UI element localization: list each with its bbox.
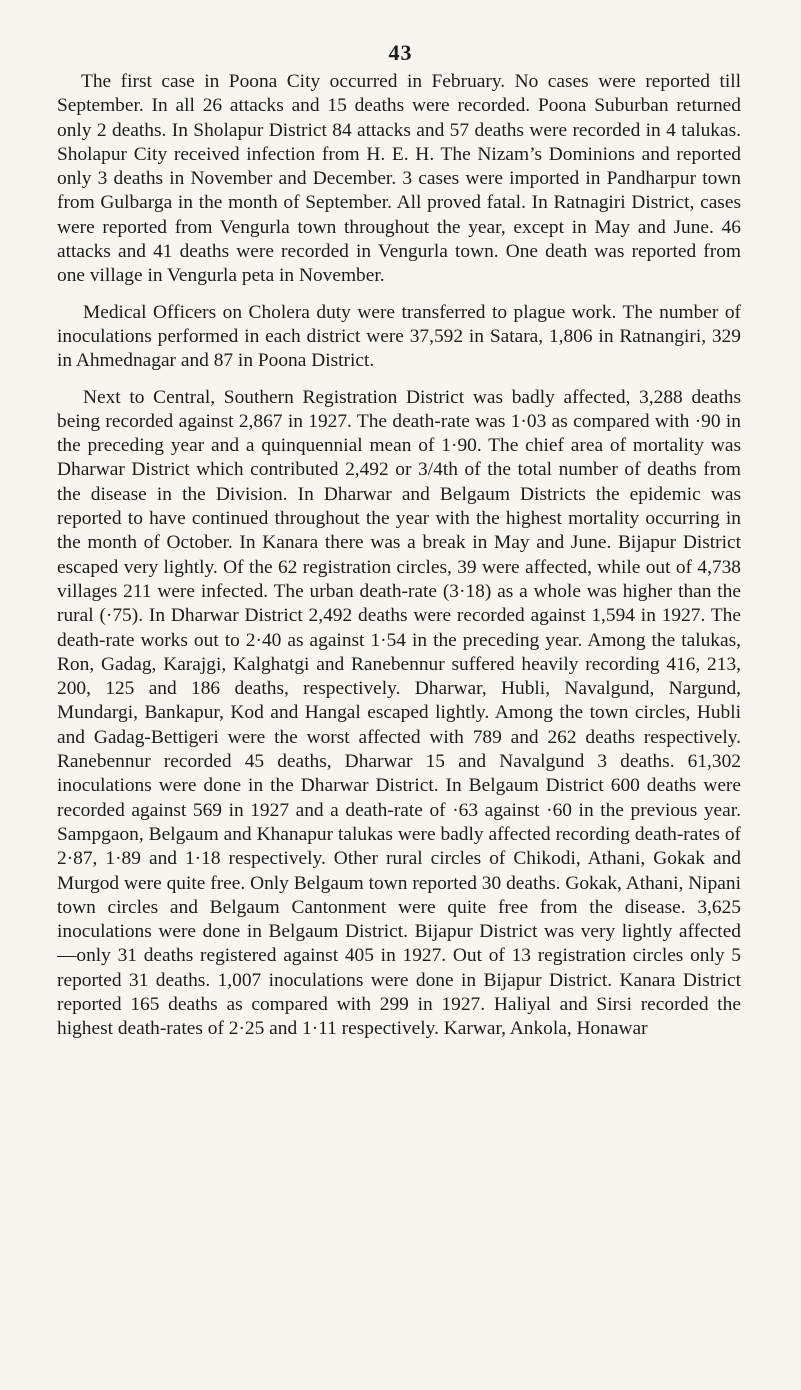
paragraph-cholera-poona-sholapur-ratnagiri: The first case in Poona City occurred in February. No cases were reported till September. In all 26 attacks and 15 deaths were recorded. Poona Suburban returned only 2 deaths. In Sholapur District 84 attacks and 57 deaths were recorded in 4 talukas. Sholapur City received infection from H. E. H. The Nizam’s Dominions and reported only 3 deaths in November and December. 3 cases were imported in Pandharpur town from Gulbarga in the month of September. All proved fatal. In Ratnagiri District, cases were reported from Vengurla town throughout the year, except in May and June. 46 attacks and 41 deaths were recorded in Vengurla town. One death was reported from one village in Vengurla peta in November.	[57, 71, 741, 287]
paragraph-inoculations: Medical Officers on Cholera duty were transferred to plague work. The number of inoculations performed in each district were 37,592 in Satara, 1,806 in Ratnangiri, 329 in Ahmednagar and 87 in Poona District.	[57, 301, 741, 372]
page-number: 43	[388, 40, 413, 65]
body-text	[57, 70, 741, 1054]
paragraph-southern-registration-district: Next to Central, Southern Registration District was badly affected, 3,288 deaths being recorded against 2,867 in 1927. The death-rate was 1·03 as compared with ·90 in the preceding year and a quinquennial mean of 1·90. The chief area of mortality was Dharwar District which contributed 2,492 or 3/4th of the total number of deaths from the disease in the Division. In Dharwar and Belgaum Districts the epidemic was reported to have continued throughout the year with the highest mortality occurring in the month of October. In Kanara there was a break in May and June. Bijapur District escaped very lightly. Of the 62 registration circles, 39 were affected, while out of 4,738 villages 211 were infected. The urban death-rate (3·18) as a whole was higher than the rural (·75). In Dharwar District 2,492 deaths were recorded against 1,594 in 1927. The death-rate works out to 2·40 as against 1·54 in the preceding year. Among the talukas, Ron, Gadag, Karajgi, Kalghatgi and Ranebennur suffered heavily recording 416, 213, 200, 125 and 186 deaths, respectively. Dharwar, Hubli, Navalgund, Nargund, Mundargi, Bankapur, Kod and Hangal escaped lightly. Among the town circles, Hubli and Gadag-Bettigeri were the worst affected with 789 and 262 deaths respectively. Ranebennur recorded 45 deaths, Dharwar 15 and Navalgund 3 deaths. 61,302 inoculations were done in the Dharwar District. In Belgaum District 600 deaths were recorded against 569 in 1927 and a death-rate of ·63 against ·60 in the previous year. Sampgaon, Belgaum and Khanapur talukas were badly affected recording death-rates of 2·87, 1·89 and 1·18 respectively. Other rural circles of Chikodi, Athani, Gokak and Murgod were quite free. Only Belgaum town reported 30 deaths. Gokak, Athani, Nipani town circles and Belgaum Cantonment were quite free from the disease. 3,625 inoculations were done in Belgaum District. Bijapur District was very lightly affected—only 31 deaths registered against 405 in 1927. Out of 13 registration circles only 5 reported 31 deaths. 1,007 inoculations were done in Bijapur District. Kanara District reported 165 deaths as compared with 299 in 1927. Haliyal and Sirsi recorded the highest death-rates of 2·25 and 1·11 respectively. Karwar, Ankola, Honawar	[57, 386, 741, 1040]
